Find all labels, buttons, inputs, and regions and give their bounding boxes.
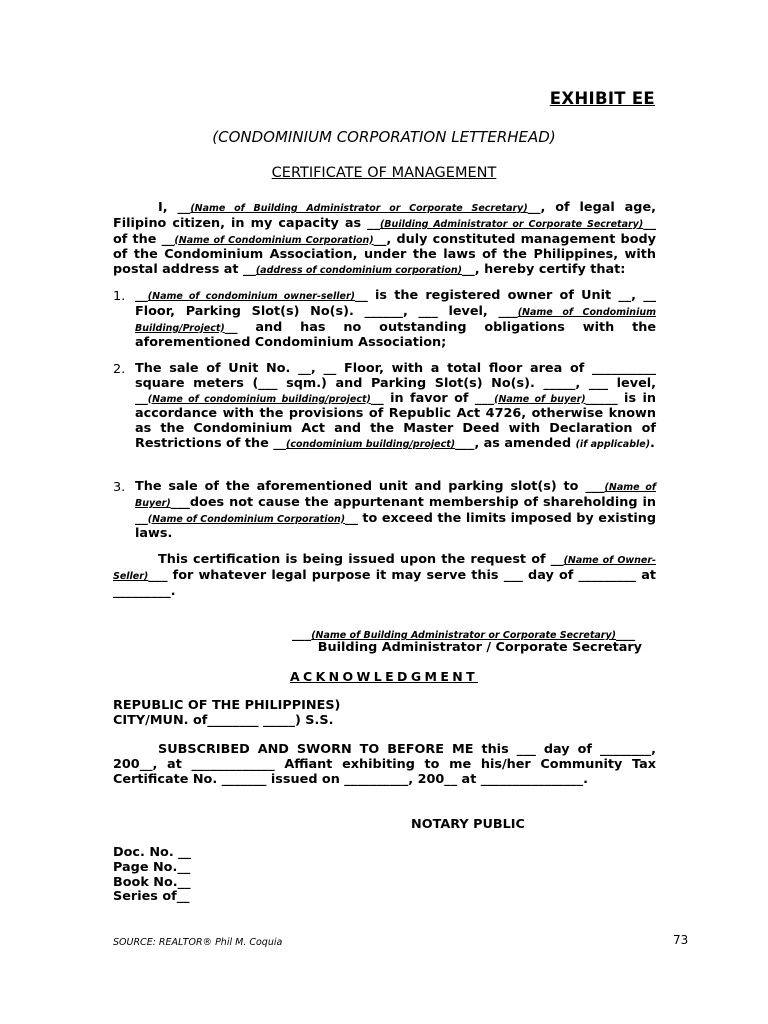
item-3-field-1: (Name of Buyer): [135, 482, 656, 509]
sworn-paragraph: SUBSCRIBED AND SWORN TO BEFORE ME this ___ day of ________, 200__, at _____________ Affiant exhibiting to me his/her Community Tax Certificate No. _______ issued on __________, 200__ at ________________.: [113, 742, 656, 787]
exhibit-label: EXHIBIT EE: [549, 89, 655, 108]
acknowledgment-heading: [0, 669, 768, 684]
intro-field-1: (Name of Building Administrator or Corporate Secretary): [190, 203, 528, 214]
item-1-field-2: (Name of Condominium Building/Project): [135, 306, 656, 334]
item-1-field-1: (Name of condominium owner-seller): [147, 291, 355, 302]
item-3-number: 3.: [113, 480, 126, 495]
signatory-title: Building Administrator / Corporate Secretary: [317, 640, 642, 655]
acknowledgment-text: ACKNOWLEDGMENT: [289, 669, 479, 684]
notary-public-label: NOTARY PUBLIC: [411, 817, 525, 832]
republic-line: REPUBLIC OF THE PHILIPPINES): [113, 698, 341, 713]
certification-paragraph: [113, 553, 656, 599]
doc-number-line: Doc. No. __: [113, 845, 191, 860]
item-3-field-2: (Name of Condominium Corporation): [147, 513, 346, 525]
city-line: CITY/MUN. of________ _____) S.S.: [113, 712, 334, 728]
intro-text-3: __ of the __: [113, 215, 656, 247]
item-2-text-2: __ in favor of ___: [370, 390, 495, 406]
item-2-number: 2.: [113, 362, 126, 377]
intro-field-4: (address of condominium corporation): [255, 265, 462, 277]
signature-field: (Name of Building Administrator or Corporate Secretary): [311, 630, 616, 641]
item-3: [135, 480, 656, 542]
item-1-text-2: __ is the registered owner of Unit __, __ Floor, Parking Slot(s) No(s). ______, ___ level, ___: [135, 288, 657, 319]
intro-text-4: __, duly constituted management body of the Condominium Association, under the laws of the Philippines, with postal address at __: [113, 231, 656, 278]
source-footer: SOURCE: REALTOR® Phil M. Coquia: [113, 937, 283, 948]
book-number-line: Book No.__: [113, 874, 191, 890]
signature-prefix: ___: [292, 627, 312, 642]
intro-text-5: __, hereby certify that:: [461, 262, 626, 278]
item-1: [135, 289, 656, 351]
intro-field-3: (Name of Condominium Corporation): [174, 234, 374, 246]
intro-text-1: I, __: [158, 200, 191, 215]
intro-paragraph: [113, 201, 656, 279]
item-2-field-2: (Name of buyer): [494, 393, 586, 405]
item-3-text-1: The sale of the aforementioned unit and parking slot(s) to ___: [135, 479, 605, 494]
certification-field-1: (Name of Owner-Seller): [113, 555, 657, 582]
certification-text-2: ___ for whatever legal purpose it may serve this ___ day of _________ at _________.: [113, 567, 656, 599]
item-2-field-4: (if applicable): [575, 438, 651, 450]
item-3-text-2: ___does not cause the appurtenant membership of shareholding in __: [135, 494, 656, 526]
item-2-field-1: (Name of condominium building/project): [147, 393, 371, 405]
certification-text-1: This certification is being issued upon the request of __: [158, 552, 564, 567]
page-number-line: Page No.__: [113, 859, 191, 875]
letterhead-placeholder: (CONDOMINIUM CORPORATION LETTERHEAD): [212, 128, 556, 146]
item-1-number: 1.: [113, 289, 126, 304]
certificate-title-text: CERTIFICATE OF MANAGEMENT: [271, 165, 497, 181]
venue-block: [113, 699, 340, 729]
item-2-text-4: ___, as amended: [455, 435, 576, 451]
intro-text-2: __, of legal age, Filipino citizen, in my capacity as __: [113, 200, 656, 231]
item-2-text-1: The sale of Unit No. __, __ Floor, with a total floor area of __________ square meters (___ sqm.) and Parking Slot(s) No(s). _____, ___ level, __: [135, 361, 656, 406]
page-number: 73: [673, 933, 689, 947]
series-line: Series of__: [113, 889, 190, 905]
intro-field-2: (Building Administrator or Corporate Secretary): [379, 218, 644, 230]
certificate-title: [0, 165, 768, 181]
item-2-text-3: _____ is in accordance with the provisions of Republic Act 4726, otherwise known as the Condominium Act and the Master Deed with Declaration of Restrictions of the __: [135, 390, 656, 451]
item-2-text-5: .: [650, 435, 655, 451]
item-3-text-3: __ to exceed the limits imposed by existing laws.: [135, 510, 657, 542]
item-1-text-3: __ and has no outstanding obligations with the aforementioned Condominium Association;: [135, 319, 656, 351]
item-2-field-3: (condominium building/project): [286, 438, 456, 450]
signature-suffix: ___: [616, 627, 636, 642]
docket-block: [113, 846, 191, 905]
item-1-text-1: __: [135, 288, 148, 303]
item-2: [135, 362, 656, 453]
